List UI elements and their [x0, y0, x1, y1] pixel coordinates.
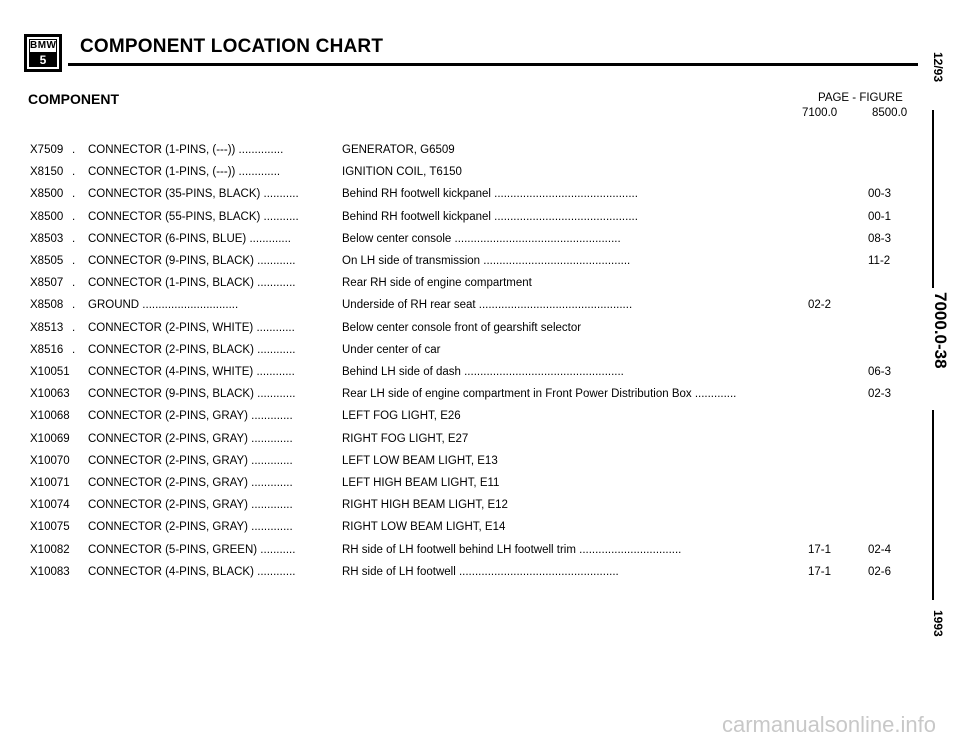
- component-location: Below center console ....................................................: [342, 232, 621, 245]
- component-location: LEFT HIGH BEAM LIGHT, E11: [342, 477, 500, 489]
- row-dot: .: [72, 144, 76, 156]
- component-description: CONNECTOR (9-PINS, BLACK) ............: [88, 388, 296, 401]
- figure-reference: 11-2: [868, 255, 891, 267]
- component-description: CONNECTOR (2-PINS, BLACK) ............: [88, 343, 296, 356]
- component-id: X8500: [30, 210, 64, 223]
- row-dot: .: [72, 188, 76, 201]
- component-description: CONNECTOR (2-PINS, WHITE) ............: [88, 321, 295, 334]
- table-row: [0, 517, 920, 537]
- component-location: RH side of LH footwell ..................................................: [342, 565, 619, 578]
- component-location: LEFT FOG LIGHT, E26: [342, 410, 461, 423]
- table-row: [0, 295, 920, 315]
- row-dot: .: [72, 277, 76, 290]
- component-id: X10068: [30, 410, 70, 423]
- logo-model: 5: [29, 53, 57, 67]
- component-id: X10074: [30, 499, 70, 512]
- column-header-component: COMPONENT: [28, 91, 119, 107]
- table-row: [0, 429, 920, 449]
- component-location: Behind RH footwell kickpanel .............................................: [342, 210, 638, 223]
- component-id: X8150: [30, 166, 64, 179]
- row-dot: .: [72, 210, 76, 223]
- component-location: LEFT LOW BEAM LIGHT, E13: [342, 454, 498, 467]
- side-year: 1993: [931, 610, 945, 637]
- component-id: X8513: [30, 321, 64, 334]
- component-id: X10082: [30, 543, 70, 556]
- component-id: X8507: [30, 277, 64, 290]
- component-location: RH side of LH footwell behind LH footwell trim ................................: [342, 543, 682, 556]
- component-description: CONNECTOR (2-PINS, GRAY) .............: [88, 477, 293, 489]
- component-description: CONNECTOR (35-PINS, BLACK) ...........: [88, 188, 299, 201]
- figure-reference: 02-4: [868, 543, 892, 556]
- watermark: carmanualsonline.info: [721, 712, 936, 737]
- component-id: X8508: [30, 299, 64, 312]
- row-dot: .: [72, 299, 76, 312]
- side-date: 12/93: [931, 52, 945, 83]
- component-location: Below center console front of gearshift selector: [342, 321, 582, 334]
- table-row: [0, 140, 920, 160]
- component-description: CONNECTOR (55-PINS, BLACK) ...........: [88, 210, 299, 223]
- table-row: [0, 207, 920, 227]
- component-description: CONNECTOR (2-PINS, GRAY) .............: [88, 432, 293, 445]
- table-row: [0, 451, 920, 471]
- row-dot: .: [72, 232, 76, 245]
- component-id: X10075: [30, 521, 70, 534]
- table-row: [0, 406, 920, 426]
- figure-reference: 00-3: [868, 188, 892, 201]
- table-row: [0, 495, 920, 515]
- component-location: RIGHT LOW BEAM LIGHT, E14: [342, 521, 506, 534]
- component-id: X8516: [30, 343, 64, 356]
- row-dot: .: [72, 166, 76, 179]
- table-row: [0, 362, 920, 382]
- component-description: CONNECTOR (2-PINS, GRAY) .............: [88, 521, 293, 534]
- side-rule: [932, 110, 934, 288]
- component-location: IGNITION COIL, T6150: [342, 166, 462, 179]
- component-location: Behind RH footwell kickpanel .............................................: [342, 188, 638, 201]
- table-row: [0, 562, 920, 582]
- table-row: [0, 340, 920, 360]
- component-description: CONNECTOR (6-PINS, BLUE) .............: [88, 232, 291, 245]
- component-description: CONNECTOR (2-PINS, GRAY) .............: [88, 499, 293, 512]
- page-title: COMPONENT LOCATION CHART: [80, 36, 384, 57]
- component-description: CONNECTOR (9-PINS, BLACK) ............: [88, 255, 296, 267]
- component-description: CONNECTOR (2-PINS, GRAY) .............: [88, 410, 293, 423]
- component-description: CONNECTOR (2-PINS, GRAY) .............: [88, 454, 293, 467]
- table-row: [0, 251, 920, 271]
- component-id: X10051: [30, 366, 70, 378]
- row-dot: .: [72, 321, 76, 334]
- component-id: X10083: [30, 565, 70, 578]
- component-id: X8505: [30, 255, 64, 267]
- table-row: [0, 540, 920, 560]
- table-row: [0, 318, 920, 338]
- table-row: [0, 162, 920, 182]
- column-header-page-number: 7100.0: [802, 107, 838, 119]
- component-description: CONNECTOR (4-PINS, WHITE) ............: [88, 366, 295, 378]
- page-reference: 17-1: [808, 543, 832, 556]
- component-description: CONNECTOR (4-PINS, BLACK) ............: [88, 565, 296, 578]
- component-location: Behind LH side of dash ..................................................: [342, 366, 624, 378]
- component-location: Rear RH side of engine compartment: [342, 277, 532, 290]
- table-row: [0, 384, 920, 404]
- component-id: X8503: [30, 232, 64, 245]
- side-rule: [932, 410, 934, 600]
- row-dot: .: [72, 343, 76, 356]
- bmw-5-logo: [24, 34, 62, 72]
- row-dot: .: [72, 255, 76, 267]
- table-row: [0, 473, 920, 493]
- component-id: X10070: [30, 454, 70, 467]
- figure-reference: 02-6: [868, 565, 892, 578]
- component-id: X10069: [30, 432, 70, 445]
- title-rule: [68, 63, 918, 66]
- page-reference: 02-2: [808, 299, 832, 312]
- component-location: Underside of RH rear seat ................................................: [342, 299, 633, 312]
- page-reference: 17-1: [808, 565, 832, 578]
- component-location: RIGHT HIGH BEAM LIGHT, E12: [342, 499, 508, 512]
- table-row: [0, 184, 920, 204]
- figure-reference: 00-1: [868, 210, 892, 223]
- column-header-page-figure: PAGE - FIGURE: [818, 92, 903, 104]
- component-location: RIGHT FOG LIGHT, E27: [342, 432, 469, 445]
- side-page-ref: 7000.0-38: [931, 292, 950, 369]
- figure-reference: 02-3: [868, 388, 892, 401]
- component-description: CONNECTOR (5-PINS, GREEN) ...........: [88, 543, 296, 556]
- component-id: X10071: [30, 477, 70, 489]
- table-row: [0, 273, 920, 293]
- component-id: X10063: [30, 388, 70, 401]
- component-location: On LH side of transmission ..............................................: [342, 255, 631, 267]
- component-description: GROUND ..............................: [88, 299, 239, 312]
- logo-brand: BMW: [30, 40, 57, 51]
- column-header-figure-number: 8500.0: [872, 107, 908, 119]
- component-description: CONNECTOR (1-PINS, (---)) .............: [88, 166, 281, 179]
- component-description: CONNECTOR (1-PINS, (---)) ..............: [88, 144, 284, 156]
- figure-reference: 06-3: [868, 366, 892, 378]
- component-location: Under center of car: [342, 343, 441, 356]
- component-description: CONNECTOR (1-PINS, BLACK) ............: [88, 277, 296, 290]
- figure-reference: 08-3: [868, 232, 892, 245]
- component-id: X8500: [30, 188, 64, 201]
- component-location: Rear LH side of engine compartment in Front Power Distribution Box .............: [342, 388, 737, 401]
- table-row: [0, 229, 920, 249]
- component-id: X7509: [30, 144, 64, 156]
- component-location: GENERATOR, G6509: [342, 144, 455, 156]
